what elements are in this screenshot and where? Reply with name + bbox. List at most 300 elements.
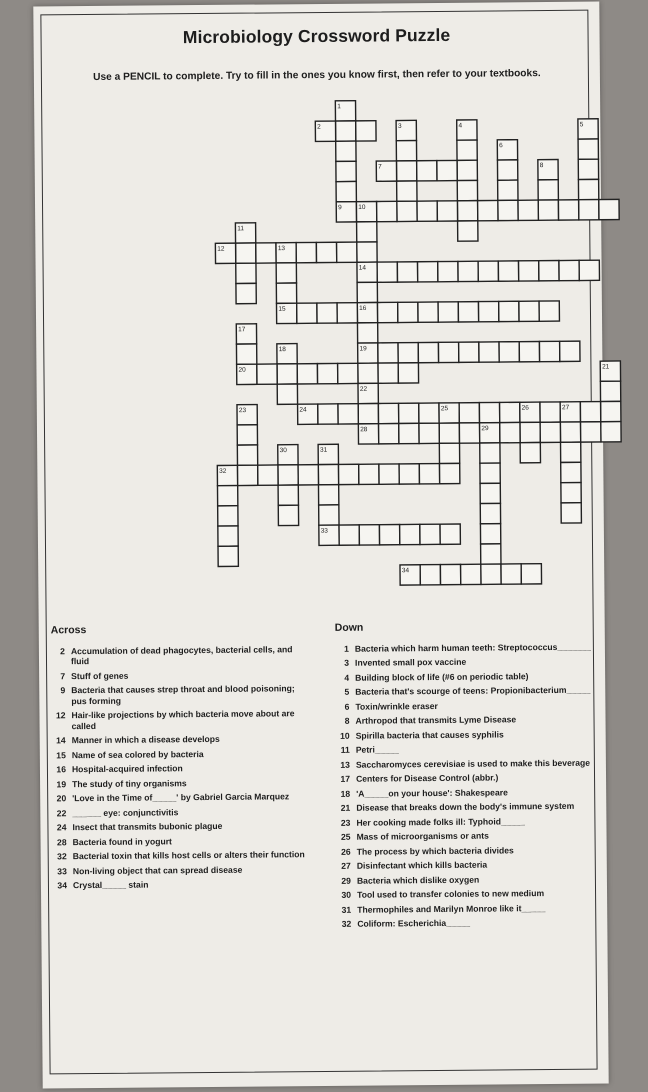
grid-cell[interactable] [520,442,540,462]
grid-clue-number: 13 [277,245,286,253]
clue-number: 28 [56,836,67,847]
grid-cell[interactable] [357,242,377,262]
grid-cell[interactable] [418,342,438,362]
grid-cell[interactable] [578,159,598,179]
grid-cell[interactable] [440,564,460,584]
grid-cell[interactable] [218,546,238,566]
grid-clue-number: 33 [320,527,328,535]
grid-cell[interactable] [580,402,600,422]
grid-clue-number: 30 [279,447,287,455]
clue-text: Her cooking made folks ill: Typhoid_____ [356,815,525,828]
grid-cell[interactable] [518,200,538,220]
clue-down-3 [335,656,595,669]
grid-cell[interactable] [257,364,277,384]
grid-cell[interactable] [539,341,559,361]
grid-cell[interactable] [540,422,560,442]
grid-cell[interactable] [398,343,418,363]
grid-cell[interactable] [399,423,419,443]
grid-cell[interactable] [459,403,479,423]
grid-clue-number: 31 [319,446,328,454]
grid-cell[interactable] [601,401,621,421]
grid-cell[interactable] [497,160,517,180]
grid-cell[interactable] [337,242,357,262]
grid-cell[interactable] [561,462,581,482]
grid-cell[interactable] [276,263,296,283]
grid-clue-number: 24 [299,406,307,414]
grid-clue-number: 6 [499,142,503,150]
clue-across-16 [52,762,312,775]
grid-cell[interactable] [397,181,417,201]
grid-cell[interactable] [336,121,356,141]
clue-number: 4 [344,672,350,683]
grid-cell[interactable] [399,464,419,484]
grid-clue-number: 2 [317,123,321,131]
grid-clue-number: 14 [358,264,367,272]
grid-cell[interactable] [358,403,378,423]
clue-text: Non-living object that can spread disease [72,864,243,876]
grid-cell[interactable] [440,524,460,544]
grid-clue-number: 9 [338,204,342,212]
down-clue-list [335,641,597,929]
clue-number: 25 [340,831,351,842]
clue-number: 31 [341,904,352,915]
grid-cell[interactable] [379,464,399,484]
grid-cell[interactable] [519,261,539,281]
grid-cell[interactable] [457,140,477,160]
clue-text: 'A_____on your house': Shakespeare [356,787,508,799]
grid-cell[interactable] [560,422,580,442]
clue-down-32 [337,917,597,930]
grid-clue-number: 26 [521,404,529,412]
grid-cell[interactable] [458,302,478,322]
clue-down-4 [335,670,595,683]
grid-clue-number: 28 [360,426,368,434]
grid-cell[interactable] [419,423,439,443]
grid-cell[interactable] [237,425,257,445]
grid-clue-number: 17 [238,326,246,334]
grid-cell[interactable] [379,424,399,444]
grid-cell[interactable] [417,161,437,181]
grid-cell[interactable] [217,486,237,506]
grid-cell[interactable] [539,301,559,321]
grid-cell[interactable] [277,364,297,384]
grid-cell[interactable] [439,443,459,463]
grid-cell[interactable] [258,465,278,485]
clue-number: 11 [340,744,350,756]
grid-clue-number: 25 [440,405,449,413]
grid-cell[interactable] [278,505,298,525]
grid-cell[interactable] [398,302,418,322]
clue-down-31 [337,902,597,915]
grid-cell[interactable] [417,201,437,221]
clue-down-10 [336,728,596,741]
grid-cell[interactable] [481,544,501,564]
clue-number: 23 [340,817,351,828]
grid-cell[interactable] [297,303,317,323]
grid-cell[interactable] [378,403,398,423]
grid-clue-number: 22 [359,385,368,393]
grid-cell[interactable] [458,221,478,241]
grid-cell[interactable] [439,463,459,483]
grid-cell[interactable] [600,381,620,401]
grid-cell[interactable] [357,323,377,343]
clue-down-13 [336,757,596,770]
clue-text: Spirilla bacteria that causes syphilis [355,729,504,741]
grid-cell[interactable] [420,565,440,585]
clue-text: Stuff of genes [71,670,129,681]
across-heading: Across [50,624,87,637]
clue-across-34 [53,878,313,891]
clue-text: Bacteria found in yogurt [72,835,172,847]
grid-clue-number: 5 [579,121,584,129]
grid-clue-number: 21 [602,363,610,371]
clue-across-9 [51,683,311,706]
grid-cell[interactable] [521,564,541,584]
clue-text: Toxin/wrinkle eraser [355,700,438,712]
grid-clue-number: 8 [539,162,544,170]
grid-cell[interactable] [378,343,398,363]
clue-text: Petri_____ [355,744,399,755]
clue-number: 16 [56,764,66,775]
clue-text: Accumulation of dead phagocytes, bacterial cells, and fluid [70,644,293,667]
grid-cell[interactable] [438,302,458,322]
grid-cell[interactable] [480,463,500,483]
clue-down-26 [337,844,597,857]
grid-cell[interactable] [601,422,621,442]
grid-cell[interactable] [398,363,418,383]
clue-number: 20 [56,793,67,804]
grid-cell[interactable] [478,200,498,220]
grid-clue-number: 29 [481,425,489,433]
grid-cell[interactable] [357,222,377,242]
clue-across-2 [51,644,311,667]
grid-cell[interactable] [538,180,558,200]
grid-cell[interactable] [319,505,339,525]
grid-cell[interactable] [438,261,458,281]
page-title: Microbiology Crossword Puzzle [182,24,451,48]
clue-text: Invented small pox vaccine [354,657,467,668]
down-clues [335,620,598,934]
clue-number: 34 [57,880,68,891]
worksheet-page [33,2,608,1089]
clue-down-27 [337,859,597,872]
grid-cell[interactable] [520,422,540,442]
grid-cell[interactable] [480,503,500,523]
grid-clue-number: 20 [238,366,246,374]
grid-cell[interactable] [581,422,601,442]
grid-cell[interactable] [501,564,521,584]
grid-cell[interactable] [396,141,416,161]
grid-clue-number: 1 [337,103,341,111]
clue-number: 1 [344,643,349,654]
grid-cell[interactable] [338,363,358,383]
grid-cell[interactable] [478,261,498,281]
clue-down-29 [337,873,597,886]
clue-number: 29 [341,875,351,886]
grid-cell[interactable] [218,526,238,546]
clue-across-22 [52,806,312,819]
grid-clue-number: 18 [278,346,286,354]
clue-text: Bacteria which dislike oxygen [356,874,480,886]
grid-cell[interactable] [318,485,338,505]
grid-cell[interactable] [538,200,558,220]
grid-cell[interactable] [479,342,499,362]
clue-down-11 [336,743,596,756]
grid-clue-number: 19 [359,345,367,353]
grid-clue-number: 4 [458,122,463,130]
grid-cell[interactable] [377,302,397,322]
grid-cell[interactable] [399,403,419,423]
clue-text: Centers for Disease Control (abbr.) [355,772,499,784]
clue-text: Arthropod that transmits Lyme Disease [355,714,517,726]
grid-cell[interactable] [479,402,499,422]
grid-cell[interactable] [539,261,559,281]
grid-cell[interactable] [336,141,356,161]
clue-text: Coliform: Escherichia_____ [357,917,471,929]
clue-number: 19 [56,778,67,789]
clue-text: Disease that breaks down the body's immune system [356,800,575,813]
clue-number: 30 [341,889,352,900]
grid-cell[interactable] [498,180,518,200]
grid-cell[interactable] [480,524,500,544]
grid-cell[interactable] [439,423,459,443]
clue-number: 5 [344,687,350,698]
down-heading: Down [334,621,364,634]
clue-across-12 [51,708,311,731]
grid-cell[interactable] [236,344,256,364]
grid-cell[interactable] [278,485,298,505]
grid-cell[interactable] [579,260,599,280]
grid-cell[interactable] [296,242,316,262]
grid-cell[interactable] [519,341,539,361]
grid-cell[interactable] [578,139,598,159]
clue-down-17 [336,772,596,785]
clue-number: 33 [57,865,67,876]
grid-cell[interactable] [457,160,477,180]
clue-number: 15 [56,749,66,760]
clue-text: ______ eye: conjunctivitis [72,806,179,818]
clue-text: The study of tiny organisms [72,777,187,789]
clue-text: Tool used to transfer colonies to new medium [357,888,545,900]
grid-cell[interactable] [378,363,398,383]
grid-cell[interactable] [357,282,377,302]
grid-cell[interactable] [277,384,297,404]
grid-cell[interactable] [338,404,358,424]
clue-number: 21 [340,802,351,813]
clue-across-20 [52,791,312,804]
grid-cell[interactable] [238,465,258,485]
grid-cell[interactable] [419,464,439,484]
clue-text: Insect that transmits bubonic plague [72,820,223,833]
clue-number: 14 [56,735,66,746]
clue-text: Hospital-acquired infection [71,763,183,775]
clue-number: 12 [55,710,66,721]
grid-cell[interactable] [540,402,560,422]
grid-cell[interactable] [336,161,356,181]
clue-text: Thermophiles and Marilyn Monroe like it_____ [357,902,546,915]
grid-cell[interactable] [236,263,256,283]
clue-number: 17 [340,773,351,784]
clue-across-15 [52,748,312,761]
clue-down-23 [336,815,596,828]
grid-cell[interactable] [396,161,416,181]
grid-cell[interactable] [338,464,358,484]
grid-cell[interactable] [278,465,298,485]
grid-cell[interactable] [236,243,256,263]
grid-clue-number: 32 [219,467,227,475]
grid-cell[interactable] [377,201,397,221]
clue-text: Bacteria that causes strep throat and blood poisoning; pus forming [71,683,295,706]
grid-cell[interactable] [356,121,376,141]
grid-clue-number: 12 [217,245,225,253]
grid-cell[interactable] [498,261,518,281]
grid-cell[interactable] [336,181,356,201]
clue-number: 22 [56,807,67,818]
clue-text: Mass of microorganisms or ants [356,830,489,842]
grid-clue-number: 34 [401,567,410,575]
clue-down-8 [335,714,595,727]
clue-number: 9 [60,685,66,696]
grid-cell[interactable] [519,301,539,321]
grid-cell[interactable] [500,402,520,422]
clue-number: 3 [344,658,350,669]
clue-number: 32 [57,851,67,862]
grid-cell[interactable] [218,506,238,526]
clue-text: Disinfectant which kills bacteria [356,859,488,871]
clue-across-7 [51,669,311,682]
clue-across-24 [52,820,312,833]
clue-number: 27 [341,860,351,871]
grid-cell[interactable] [419,403,439,423]
clue-across-19 [52,777,312,790]
grid-cell[interactable] [359,525,379,545]
clue-down-1 [335,641,595,654]
grid-cell[interactable] [339,525,359,545]
grid-cell[interactable] [499,301,519,321]
clue-number: 26 [341,846,351,857]
grid-cell[interactable] [418,262,438,282]
clue-down-21 [336,801,596,814]
grid-cell[interactable] [359,464,379,484]
clue-text: Manner in which a disease develops [71,734,220,746]
clue-text: Crystal_____ stain [72,879,149,891]
grid-cell[interactable] [599,199,619,219]
grid-cell[interactable] [297,364,317,384]
grid-cell[interactable] [500,422,520,442]
grid-cell[interactable] [318,404,338,424]
across-clue-list [51,644,313,891]
grid-cell[interactable] [298,465,318,485]
grid-cell[interactable] [437,160,457,180]
clue-text: 'Love in the Time of_____' by Gabriel Garcia Marquez [72,791,290,804]
grid-cell[interactable] [397,262,417,282]
grid-cell[interactable] [358,363,378,383]
across-clues [51,622,313,895]
grid-cell[interactable] [480,443,500,463]
clue-text: Building block of life (#6 on periodic table) [355,670,529,683]
grid-cell[interactable] [317,363,337,383]
grid-cell[interactable] [561,503,581,523]
grid-cell[interactable] [256,243,276,263]
clue-number: 32 [341,918,352,929]
clue-text: Name of sea colored by bacteria [71,748,204,760]
grid-cell[interactable] [480,483,500,503]
clue-number: 13 [340,759,350,770]
clue-number: 6 [344,701,350,712]
grid-cell[interactable] [317,303,337,323]
clue-number: 2 [60,646,65,657]
grid-cell[interactable] [377,262,397,282]
crossword-grid[interactable] [33,2,610,617]
grid-cell[interactable] [236,283,256,303]
grid-cell[interactable] [237,445,257,465]
grid-cell[interactable] [459,342,479,362]
grid-cell[interactable] [316,242,336,262]
grid-cell[interactable] [561,483,581,503]
clue-text: Bacteria that's scourge of teens: Propionibacterium_____ [355,684,591,697]
clue-number: 18 [340,788,351,799]
grid-cell[interactable] [478,301,498,321]
grid-cell[interactable] [499,342,519,362]
grid-cell[interactable] [558,200,578,220]
instructions: Use a PENCIL to complete. Try to fill in the ones you know first, then refer to your textbooks. [93,68,541,83]
grid-cell[interactable] [560,341,580,361]
grid-cell[interactable] [400,524,420,544]
grid-cell[interactable] [457,201,477,221]
grid-cell[interactable] [420,524,440,544]
clue-down-18 [336,786,596,799]
grid-cell[interactable] [318,464,338,484]
clue-text: Bacterial toxin that kills host cells or alters their function [72,849,305,862]
grid-clue-number: 15 [278,305,286,313]
grid-cell[interactable] [561,442,581,462]
clue-text: Saccharomyces cerevisiae is used to make this beverage [355,757,591,770]
grid-cell[interactable] [559,260,579,280]
grid-cell[interactable] [498,200,518,220]
clue-text: The process by which bacteria divides [356,844,514,857]
grid-cell[interactable] [276,283,296,303]
grid-clue-number: 23 [238,407,247,415]
grid-clue-number: 3 [397,122,402,130]
grid-cell[interactable] [458,261,478,281]
clue-down-5 [335,685,595,698]
clue-down-25 [337,830,597,843]
clue-across-28 [53,835,313,848]
grid-clue-number: 10 [358,203,366,212]
grid-cell[interactable] [337,303,357,323]
grid-cell[interactable] [437,201,457,221]
grid-cell[interactable] [418,302,438,322]
grid-cell[interactable] [578,179,598,199]
grid-cell[interactable] [461,564,481,584]
grid-cell[interactable] [438,342,458,362]
clue-down-30 [337,888,597,901]
grid-clue-number: 7 [378,163,382,171]
clue-across-32 [53,849,313,862]
grid-cell[interactable] [459,423,479,443]
grid-cell[interactable] [579,200,599,220]
grid-cell[interactable] [457,180,477,200]
grid-cell[interactable] [397,201,417,221]
clue-number: 10 [340,730,350,741]
grid-cell[interactable] [379,525,399,545]
grid-clue-number: 11 [237,225,245,233]
grid-cell[interactable] [481,564,501,584]
clue-text: Bacteria which harm human teeth: Streptococcus_______ [354,641,591,654]
grid-clue-number: 27 [561,404,570,412]
clue-number: 7 [60,671,66,682]
clue-number: 24 [56,822,67,833]
